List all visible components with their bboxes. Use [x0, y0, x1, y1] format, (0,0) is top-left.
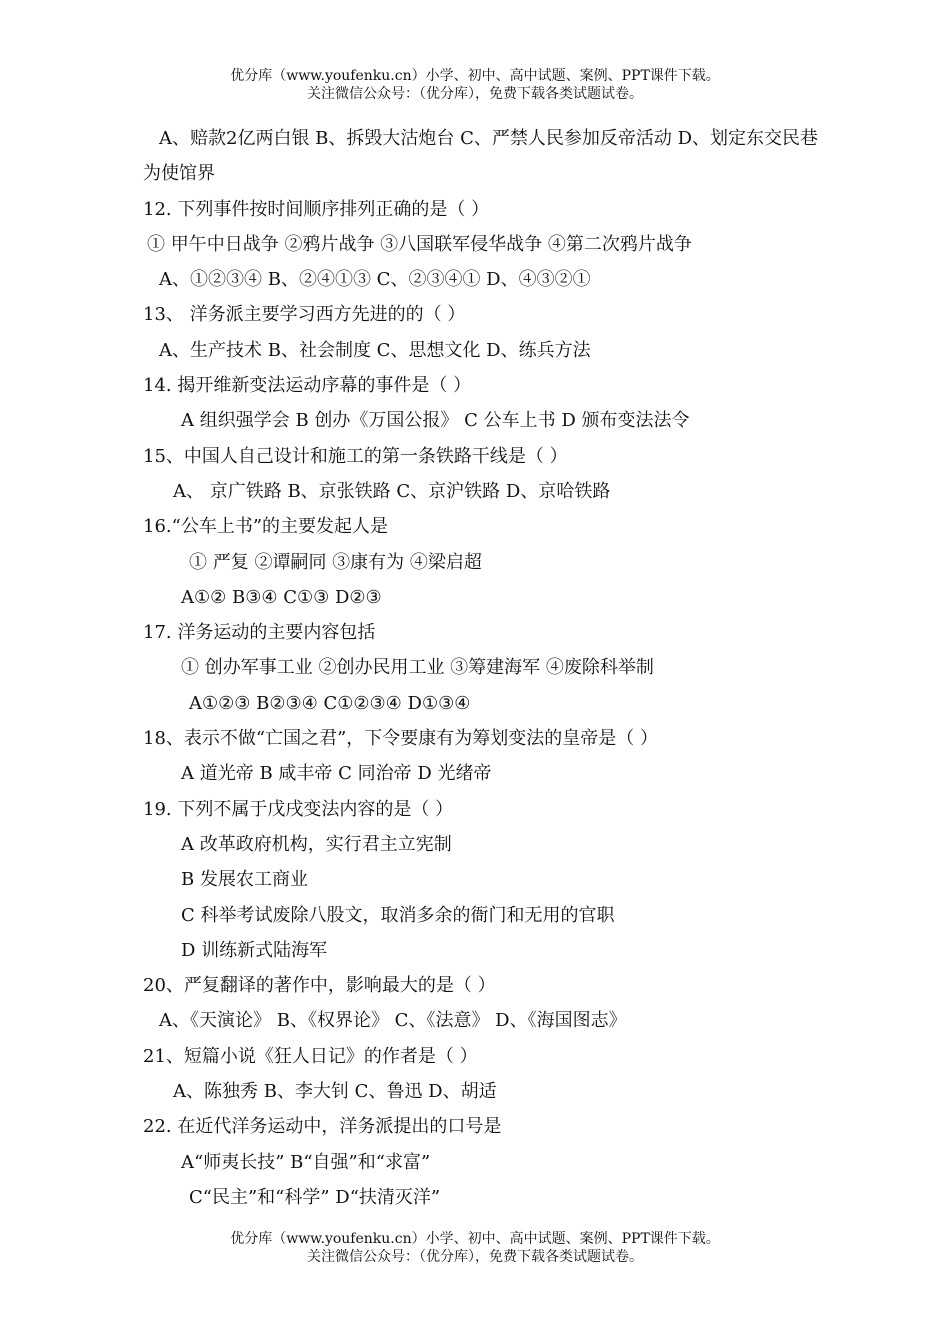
question-20: 20、严复翻译的著作中，影响最大的是（ ）	[143, 975, 496, 997]
question-19-option-c: C 科举考试废除八股文，取消多余的衙门和无用的官职	[181, 904, 615, 926]
question-19-option-a: A 改革政府机构，实行君主立宪制	[181, 833, 452, 855]
question-19: 19. 下列不属于戊戌变法内容的是（ ）	[143, 798, 454, 820]
page-header	[0, 67, 950, 103]
question-12-events: ① 甲午中日战争 ②鸦片战争 ③八国联军侵华战争 ④第二次鸦片战争	[147, 233, 692, 255]
page-footer	[0, 1230, 950, 1266]
text-line: A、赔款2亿两白银 B、拆毁大沽炮台 C、严禁人民参加反帝活动 D、划定东交民巷	[159, 128, 819, 149]
question-22: 22. 在近代洋务运动中，洋务派提出的口号是	[143, 1116, 502, 1138]
question-18: 18、表示不做“亡国之君”，下令要康有为筹划变法的皇帝是（ ）	[143, 728, 659, 750]
question-21-options: A、陈独秀 B、李大钊 C、鲁迅 D、胡适	[173, 1081, 497, 1103]
question-19-option-d: D 训练新式陆海军	[181, 939, 328, 961]
question-18-options: A 道光帝 B 咸丰帝 C 同治帝 D 光绪帝	[181, 763, 492, 785]
question-17-options: A①②③ B②③④ C①②③④ D①③④	[189, 692, 471, 714]
question-12-options: A、①②③④ B、②④①③ C、②③④① D、④③②①	[159, 269, 591, 291]
question-13: 13、 洋务派主要学习西方先进的的（ ）	[143, 304, 466, 326]
question-16-items: ① 严复 ②谭嗣同 ③康有为 ④梁启超	[189, 551, 482, 573]
document-body	[143, 121, 878, 1215]
question-15: 15、中国人自己设计和施工的第一条铁路干线是（ ）	[143, 445, 568, 467]
question-13-options: A、生产技术 B、社会制度 C、思想文化 D、练兵方法	[159, 339, 591, 361]
question-14: 14. 揭开维新变法运动序幕的事件是（ ）	[143, 375, 472, 397]
question-21: 21、短篇小说《狂人日记》的作者是（ ）	[143, 1045, 478, 1067]
footer-line-2: 关注微信公众号：（优分库），免费下载各类试题试卷。	[307, 1249, 643, 1265]
question-16: 16.“公车上书”的主要发起人是	[143, 516, 389, 538]
question-14-options: A 组织强学会 B 创办《万国公报》 C 公车上书 D 颁布变法法令	[181, 410, 690, 432]
question-12: 12. 下列事件按时间顺序排列正确的是（ ）	[143, 198, 490, 220]
header-line-2: 关注微信公众号：（优分库），免费下载各类试题试卷。	[307, 86, 643, 102]
question-20-options: A、《天演论》 B、《权界论》 C、《法意》 D、《海国图志》	[159, 1010, 627, 1032]
question-22-options-cd: C“民主”和“科学” D“扶清灭洋”	[189, 1186, 441, 1208]
footer-line-1: 优分库（www.youfenku.cn）小学、初中、高中试题、案例、PPT课件下载。	[230, 1231, 720, 1247]
question-22-options-ab: A“师夷长技” B“自强”和“求富”	[181, 1151, 431, 1173]
question-19-option-b: B 发展农工商业	[181, 869, 308, 891]
header-line-1: 优分库（www.youfenku.cn）小学、初中、高中试题、案例、PPT课件下载。	[230, 68, 720, 84]
question-16-options: A①② B③④ C①③ D②③	[181, 586, 382, 608]
text-line: 为使馆界	[143, 163, 215, 185]
question-17: 17. 洋务运动的主要内容包括	[143, 622, 376, 644]
question-15-options: A、 京广铁路 B、京张铁路 C、京沪铁路 D、京哈铁路	[173, 480, 611, 502]
question-17-items: ① 创办军事工业 ②创办民用工业 ③筹建海军 ④废除科举制	[181, 657, 654, 679]
